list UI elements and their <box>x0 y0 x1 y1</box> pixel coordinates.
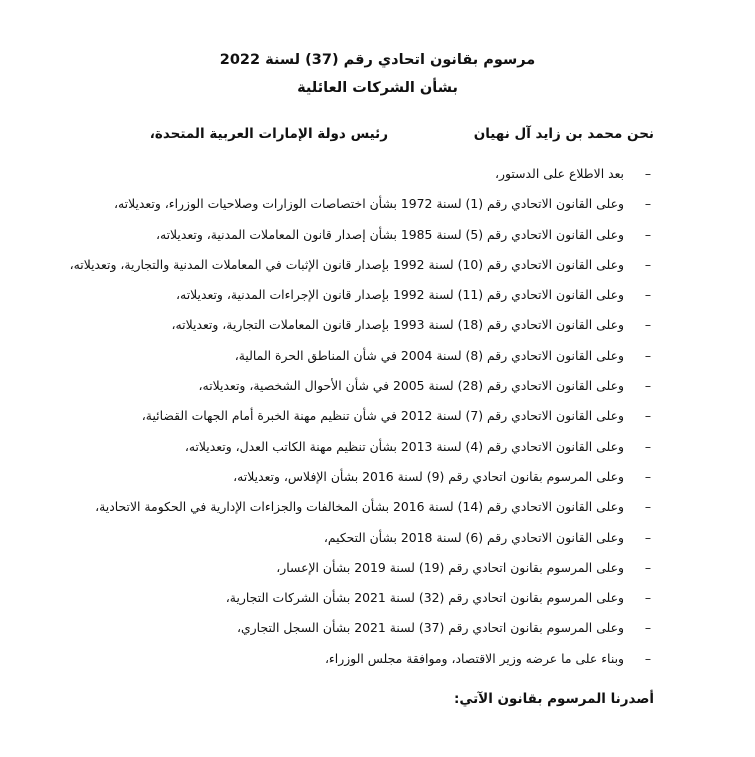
bullet-dash: – <box>644 378 652 394</box>
recital-item <box>15 523 655 553</box>
recital-item <box>15 371 655 401</box>
recital-item <box>15 553 655 583</box>
bullet-dash: – <box>644 317 652 333</box>
recital-text: وعلى القانون الاتحادي رقم (8) لسنة 2004 في شأن المناطق الحرة المالية، <box>234 347 624 363</box>
bullet-dash: – <box>644 590 652 606</box>
recital-text: وعلى المرسوم بقانون اتحادي رقم (19) لسنة 2019 بشأن الإعسار، <box>276 559 624 575</box>
decree-subject: بشأن الشركات العائلية <box>297 80 458 96</box>
recital-item <box>15 250 655 280</box>
bullet-dash: – <box>644 226 652 242</box>
recital-item <box>15 310 655 340</box>
bullet-dash: – <box>644 650 652 666</box>
issuer-title: رئيس دولة الإمارات العربية المتحدة، <box>149 126 388 142</box>
recital-text: وعلى القانون الاتحادي رقم (5) لسنة 1985 بشأن إصدار قانون المعاملات المدنية، وتعديلاته، <box>155 226 624 242</box>
bullet-dash: – <box>644 408 652 424</box>
recitals-list <box>15 159 655 674</box>
recital-item <box>15 189 655 219</box>
recital-item <box>15 462 655 492</box>
recital-text: وعلى القانون الاتحادي رقم (1) لسنة 1972 بشأن اختصاصات الوزارات وصلاحيات الوزراء، وتعديلاته، <box>114 196 624 212</box>
bullet-dash: – <box>644 499 652 515</box>
bullet-dash: – <box>644 468 652 484</box>
recital-text: وعلى المرسوم بقانون اتحادي رقم (32) لسنة 2021 بشأن الشركات التجارية، <box>225 590 624 606</box>
bullet-dash: – <box>644 347 652 363</box>
bullet-dash: – <box>644 196 652 212</box>
closing-statement: أصدرنا المرسوم بقانون الآتي: <box>454 691 654 707</box>
recital-text: وعلى القانون الاتحادي رقم (28) لسنة 2005 في شأن الأحوال الشخصية، وتعديلاته، <box>198 378 624 394</box>
bullet-dash: – <box>644 559 652 575</box>
bullet-dash: – <box>644 529 652 545</box>
recital-item <box>15 492 655 522</box>
issuer-name: نحن محمد بن زايد آل نهيان <box>473 126 654 142</box>
recital-text: وعلى القانون الاتحادي رقم (10) لسنة 1992 بإصدار قانون الإثبات في المعاملات المدنية والتجارية، وتعديلاته، <box>69 256 624 272</box>
recital-text: بعد الاطلاع على الدستور، <box>495 166 624 181</box>
recital-text: وعلى المرسوم بقانون اتحادي رقم (37) لسنة 2021 بشأن السجل التجاري، <box>236 620 624 636</box>
recital-text: وعلى القانون الاتحادي رقم (6) لسنة 2018 بشأن التحكيم، <box>323 529 624 545</box>
recital-item <box>15 159 655 189</box>
recital-item <box>15 341 655 371</box>
recital-item <box>15 644 655 674</box>
recital-text: وعلى المرسوم بقانون اتحادي رقم (9) لسنة 2016 بشأن الإفلاس، وتعديلاته، <box>233 468 624 484</box>
recital-text: وبناء على ما عرضه وزير الاقتصاد، وموافقة مجلس الوزراء، <box>324 650 624 666</box>
recital-text: وعلى القانون الاتحادي رقم (4) لسنة 2013 بشأن تنظيم مهنة الكاتب العدل، وتعديلاته، <box>184 438 624 454</box>
recital-text: وعلى القانون الاتحادي رقم (7) لسنة 2012 في شأن تنظيم مهنة الخبرة أمام الجهات القضائية، <box>141 408 624 424</box>
recital-item <box>15 401 655 431</box>
recital-text: وعلى القانون الاتحادي رقم (11) لسنة 1992 بإصدار قانون الإجراءات المدنية، وتعديلاته، <box>176 287 624 303</box>
bullet-dash: – <box>644 166 652 181</box>
recital-item <box>15 220 655 250</box>
bullet-dash: – <box>644 287 652 303</box>
recital-item <box>15 432 655 462</box>
recital-item <box>15 613 655 643</box>
bullet-dash: – <box>644 256 652 272</box>
recital-text: وعلى القانون الاتحادي رقم (18) لسنة 1993 بإصدار قانون المعاملات التجارية، وتعديلاته، <box>171 317 624 333</box>
bullet-dash: – <box>644 620 652 636</box>
decree-title: مرسوم بقانون اتحادي رقم (37) لسنة 2022 <box>219 52 536 68</box>
recital-item <box>15 280 655 310</box>
recital-text: وعلى القانون الاتحادي رقم (14) لسنة 2016 بشأن المخالفات والجزاءات الإدارية في الحكومة الاتحادية، <box>95 499 624 515</box>
recital-item <box>15 583 655 613</box>
bullet-dash: – <box>644 438 652 454</box>
